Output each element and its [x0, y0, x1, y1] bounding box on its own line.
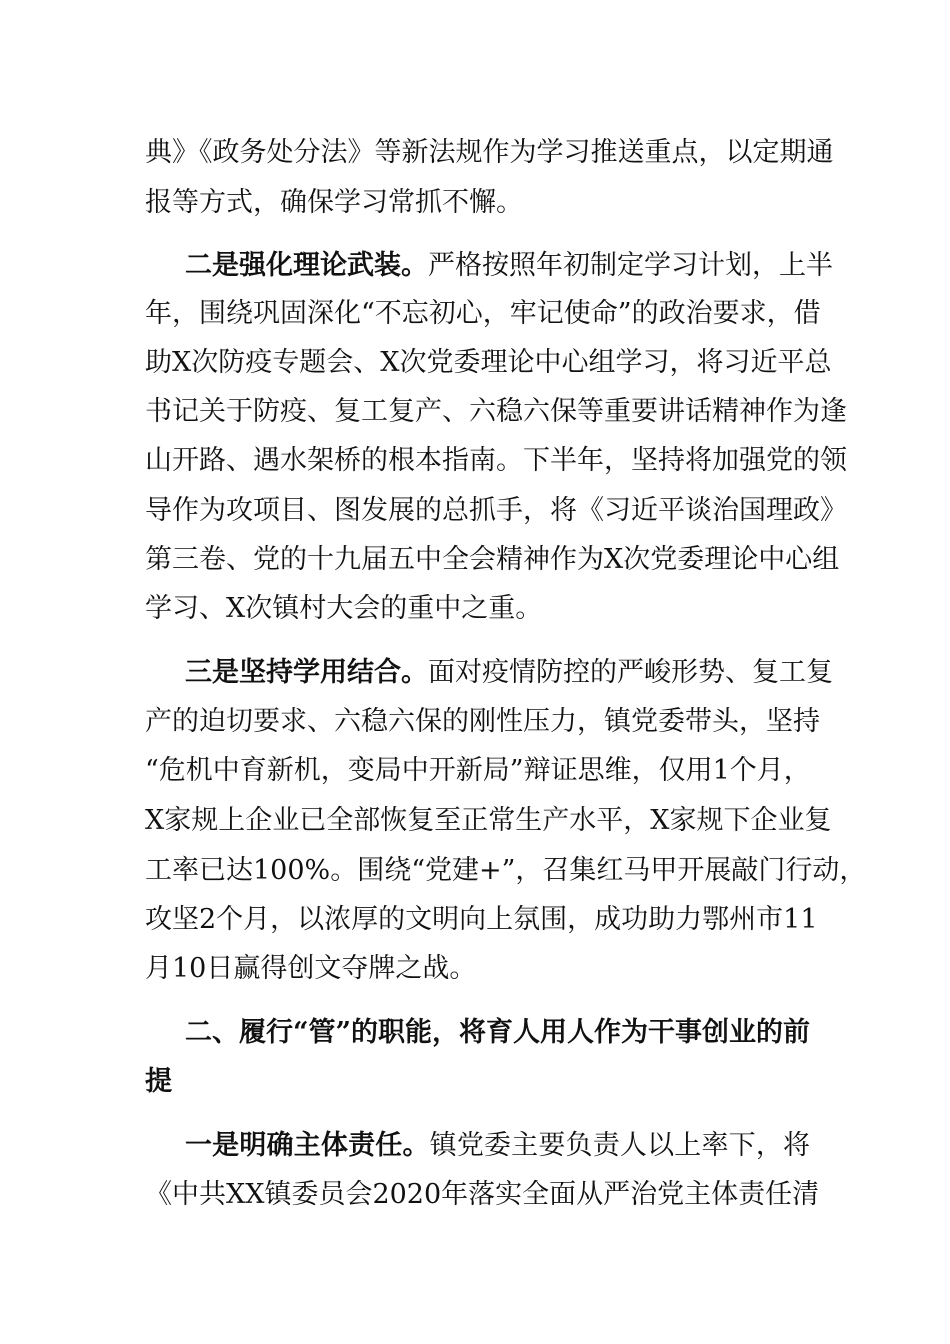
paragraph-line: 第三卷、党的十九届五中全会精神作为X次党委理论中心组: [145, 544, 840, 575]
paragraph-line: 山开路、遇水架桥的根本指南。下半年，坚持将加强党的领: [145, 445, 847, 476]
paragraph-text: 严格按照年初制定学习计划，上半: [428, 250, 833, 281]
paragraph-line: 工率已达100%。围绕“党建+”，召集红马甲开展敲门行动，: [145, 855, 867, 886]
paragraph-first-line: [185, 248, 833, 284]
paragraph-line: 产的迫切要求、六稳六保的刚性压力，镇党委带头，坚持: [145, 706, 820, 737]
section-heading: 二、履行“管”的职能，将育人用人作为干事创业的前: [185, 1017, 811, 1048]
paragraph-line: 书记关于防疫、复工复产、六稳六保等重要讲话精神作为逢: [145, 396, 847, 427]
paragraph-lead: 三是坚持学用结合。: [185, 657, 428, 688]
paragraph-lead: 一是明确主体责任。: [185, 1130, 430, 1161]
paragraph-line: 攻坚2个月，以浓厚的文明向上氛围，成功助力鄂州市11: [145, 904, 818, 935]
paragraph-text: 面对疫情防控的严峻形势、复工复: [428, 657, 833, 688]
paragraph-line: 典》《政务处分法》等新法规作为学习推送重点，以定期通: [145, 137, 834, 168]
paragraph-first-line: [185, 655, 833, 691]
paragraph-line: 学习、X次镇村大会的重中之重。: [145, 593, 543, 624]
paragraph-text: 镇党委主要负责人以上率下，将: [429, 1130, 811, 1161]
paragraph-line: 年，围绕巩固深化“不忘初心，牢记使命”的政治要求，借: [145, 298, 821, 329]
paragraph-line: X家规上企业已全部恢复至正常生产水平，X家规下企业复: [145, 805, 832, 836]
paragraph-line: 导作为攻项目、图发展的总抓手，将《习近平谈治国理政》: [145, 495, 847, 526]
paragraph-line: “危机中育新机，变局中开新局”辩证思维，仅用1个月，: [145, 755, 811, 786]
paragraph-line: 助X次防疫专题会、X次党委理论中心组学习，将习近平总: [145, 347, 832, 378]
section-heading-continued: 提: [145, 1066, 172, 1097]
paragraph-first-line: [185, 1128, 810, 1164]
paragraph-line: 《中共XX镇委员会2020年落实全面从严治党主体责任清: [145, 1179, 820, 1210]
paragraph-line: 月10日赢得创文夺牌之战。: [145, 953, 477, 984]
paragraph-line: 报等方式，确保学习常抓不懈。: [145, 187, 523, 218]
paragraph-lead: 二是强化理论武装。: [185, 250, 428, 281]
